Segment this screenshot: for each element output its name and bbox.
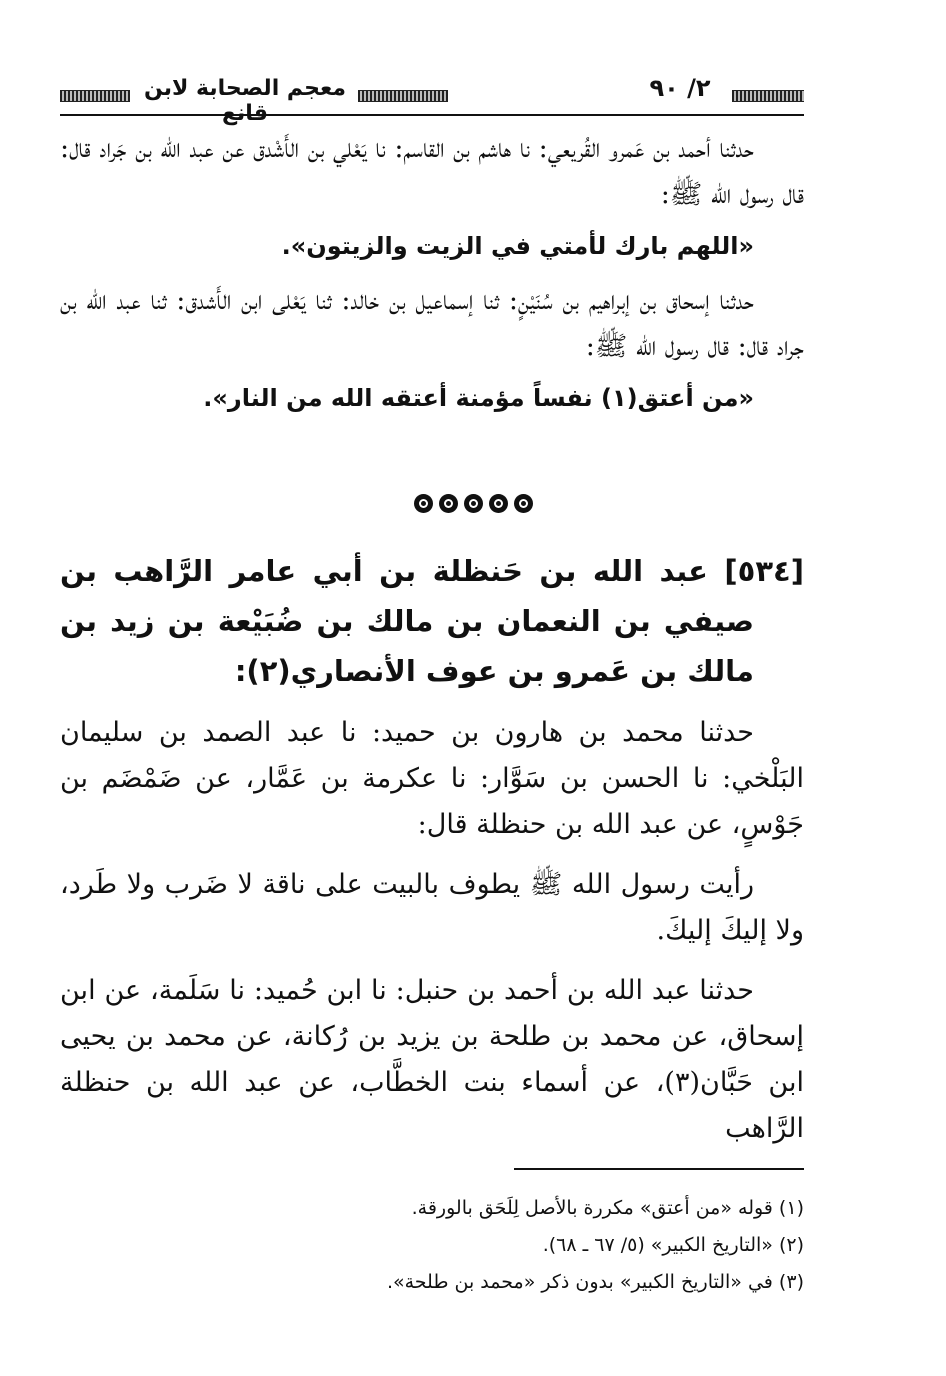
footnote: (٣) في «التاريخ الكبير» بدون ذكر «محمد بن طلحة». — [386, 1271, 804, 1293]
footnotes — [60, 1190, 804, 1301]
ornament-icon — [489, 494, 508, 513]
section-divider-ornaments — [0, 494, 946, 513]
ornament-icon — [464, 494, 483, 513]
hadith-text: رأيت رسول الله ﷺ يطوف بالبيت على ناقة لا ضَرب ولا طَرد، ولا إليكَ إليكَ. — [60, 869, 804, 946]
header-rule — [60, 114, 804, 116]
page-number: ٢/ ٩٠ — [649, 74, 711, 102]
header-ornament-bar — [732, 90, 804, 102]
footnote-rule — [514, 1168, 804, 1170]
entry-title: عبد الله بن حَنظلة بن أبي عامر الرَّاهب بن صيفي بن النعمان بن مالك بن ضُبَيْعة بن زيد بن مالك بن عَمرو بن عوف الأنصاري(٢): — [60, 554, 754, 688]
hadith-text: «من أعتق(١) نفساً مؤمنة أعتقه الله من النار». — [203, 384, 754, 412]
header-ornament-bar — [60, 90, 130, 102]
hadith-block-1 — [60, 126, 804, 418]
isnad-paragraph: حدثنا إسحاق بن إبراهيم بن سُنَيْنٍ: ثنا إسماعيل بن خالد: ثنا يَعْلى ابن الأَشدق: ثنا عبد الله بن جراد قال: قال رسول الله ﷺ: — [60, 285, 804, 362]
ornament-icon — [439, 494, 458, 513]
running-header — [60, 72, 804, 126]
ornament-icon — [514, 494, 533, 513]
isnad-paragraph: حدثنا عبد الله بن أحمد بن حنبل: نا ابن حُميد: نا سَلَمة، عن ابن إسحاق، عن محمد بن طلحة بن يزيد بن رُكانة، عن محمد بن يحيى ابن حَبَّان(٣)، عن أسماء بنت الخطَّاب، عن عبد الله بن حنظلة الرَّاهب — [60, 975, 805, 1144]
isnad-paragraph: حدثنا محمد بن هارون بن حميد: نا عبد الصمد بن سليمان البَلْخي: نا الحسن بن سَوَّار: نا عكرمة بن عَمَّار، عن ضَمْضَم بن جَوْسٍ، عن عبد الله بن حنظلة قال: — [60, 717, 804, 840]
entry-heading — [60, 546, 804, 696]
hadith-block-2 — [60, 710, 804, 1152]
ornament-icon — [414, 494, 433, 513]
entry-number: [٥٣٤] — [724, 554, 804, 588]
book-title: معجم الصحابة لابن قانع — [143, 76, 347, 126]
footnote: (٢) «التاريخ الكبير» (٥/ ٦٧ ـ ٦٨). — [542, 1234, 804, 1256]
header-ornament-bar — [358, 90, 448, 102]
footnote: (١) قوله «من أعتق» مكررة بالأصل لِلَحَق بالورقة. — [411, 1197, 804, 1219]
hadith-text: «اللهم بارك لأمتي في الزيت والزيتون». — [281, 232, 754, 260]
isnad-paragraph: حدثنا أحمد بن عَمرو القُريعي: نا هاشم بن القاسم: نا يَعْلي بن الأَشْدق عن عبد الله بن جَراد قال: قال رسول الله ﷺ: — [60, 133, 804, 210]
